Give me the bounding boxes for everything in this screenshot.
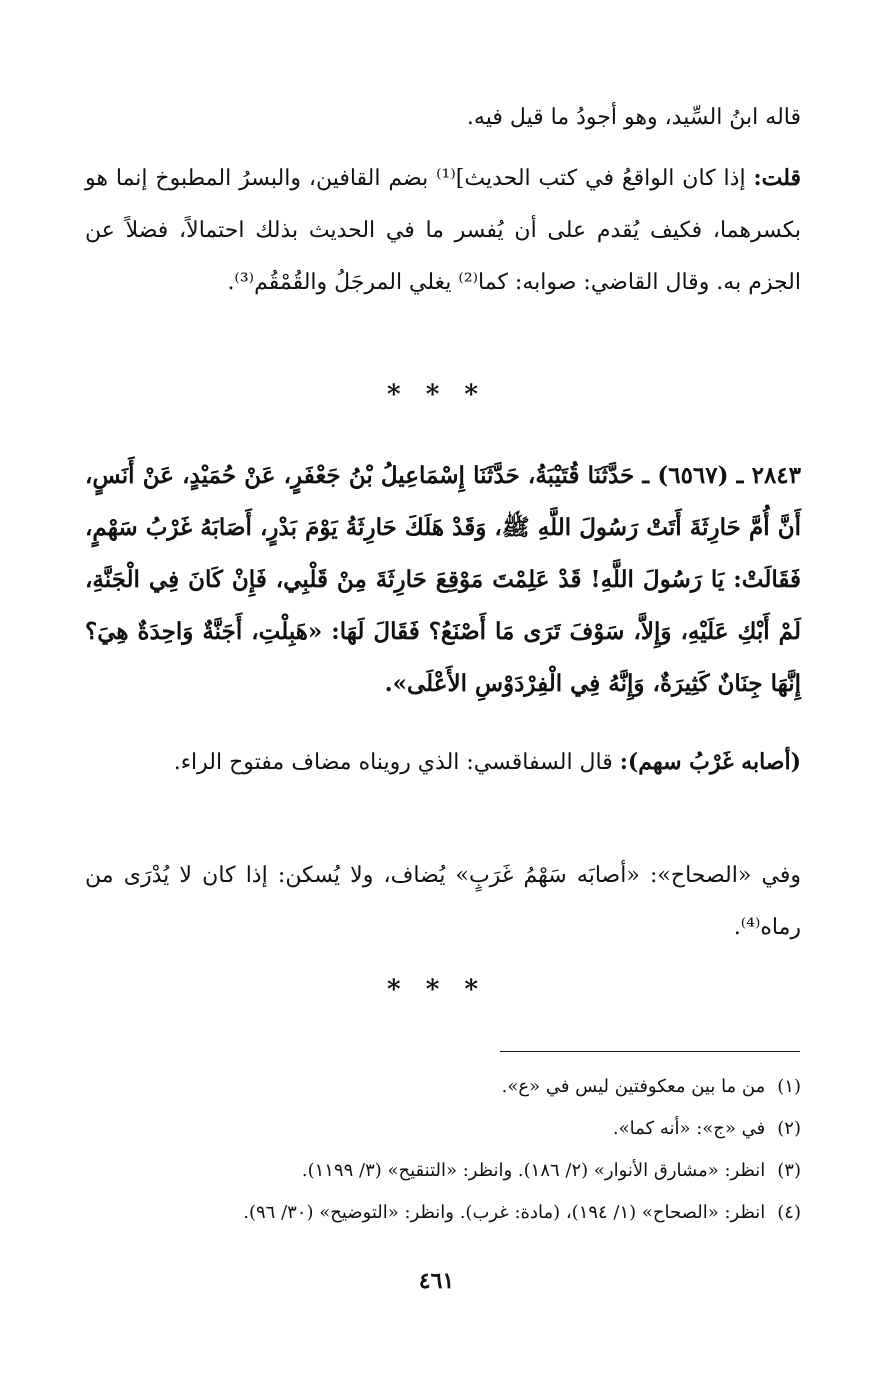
footnote-text: انظر: «الصحاح» (١/ ١٩٤)، (مادة: غرب). وانظر: «التوضيح» (٣٠/ ٩٦).: [243, 1202, 766, 1223]
paragraph-body: قال السفاقسي: الذي رويناه مضاف مفتوح الراء.: [173, 750, 613, 775]
section-separator: * * *: [387, 975, 486, 1005]
footnote-text: في «ج»: «أنه كما».: [612, 1118, 766, 1139]
footnote-3: [85, 1150, 801, 1192]
footnote-text: انظر: «مشارق الأنوار» (٢/ ١٨٦). وانظر: «التنقيح» (٣/ ١١٩٩).: [301, 1160, 766, 1181]
page-number: ٤٦١: [418, 1268, 455, 1294]
hadith-text: ٢٨٤٣ ـ (٦٥٦٧) ـ حَدَّثَنَا قُتَيْبَةُ، حَدَّثَنَا إِسْمَاعِيلُ بْنُ جَعْفَرٍ، عَنْ حُمَيْدٍ، عَنْ أَنَسٍ، أَنَّ أُمَّ حَارِثَةَ أَتَتْ رَسُولَ اللَّهِ ﷺ، وَقَدْ هَلَكَ حَارِثَةُ يَوْمَ بَدْرٍ، أَصَابَهُ غَرْبُ سَهْمٍ، فَقَالَتْ: يَا رَسُولَ اللَّهِ! قَدْ عَلِمْتَ مَوْقِعَ حَارِثَةَ مِنْ قَلْبِي، فَإِنْ كَانَ فِي الْجَنَّةِ، لَمْ أَبْكِ عَلَيْهِ، وَإِلاَّ، سَوْفَ تَرَى مَا أَصْنَعُ؟ فَقَالَ لَهَا: «هَبِلْتِ، أَجَنَّةٌ وَاحِدَةٌ هِيَ؟ إِنَّهَا جِنَانٌ كَثِيرَةٌ، وَإِنَّهُ فِي الْفِرْدَوْسِ الأَعْلَى».: [85, 462, 802, 697]
paragraph-lead: (أصابه غَرْبُ سهم):: [619, 749, 801, 775]
footnote-4: [85, 1192, 801, 1234]
footnotes: [85, 1066, 801, 1234]
footnote-number: (٤): [777, 1202, 801, 1223]
footnote-number: (٢): [777, 1118, 801, 1139]
footnote-1: [85, 1066, 801, 1108]
paragraph-body: إذا كان الواقعُ في كتب الحديث]⁽¹⁾ بضم القافين، والبسرُ المطبوخ إنما هو بكسرهما، فكيف يُقدم على أن يُفسر ما في الحديث بذلك احتمالاً، فضلاً عن الجزم به. وقال القاضي: صوابه: كما⁽²⁾ يغلي المرجَلُ والقُمْقُم⁽³⁾.: [85, 166, 801, 295]
footnote-2: [85, 1108, 801, 1150]
paragraph-text: [85, 736, 801, 789]
footnote-number: (١): [777, 1076, 801, 1097]
paragraph-text: [85, 152, 801, 309]
footnote-text: من ما بين معكوفتين ليس في «ع».: [501, 1076, 766, 1097]
paragraph-lead: قلت:: [753, 165, 801, 191]
paragraph-1: [85, 92, 801, 144]
footnote-number: (٣): [777, 1160, 801, 1181]
paragraph-text: وفي «الصحاح»: «أصابَه سَهْمُ غَرَبٍ» يُضاف، ولا يُسكن: إذا كان لا يُدْرَى من رماه⁽⁴⁾.: [85, 863, 801, 940]
paragraph-2: [85, 152, 801, 309]
paragraph-3: [85, 736, 801, 789]
paragraph-text: قاله ابنُ السِّيد، وهو أجودُ ما قيل فيه.: [466, 105, 801, 130]
footnote-divider: [500, 1051, 800, 1052]
section-separator: * * *: [387, 380, 486, 410]
hadith-block: [85, 450, 801, 710]
paragraph-4: [85, 850, 801, 954]
